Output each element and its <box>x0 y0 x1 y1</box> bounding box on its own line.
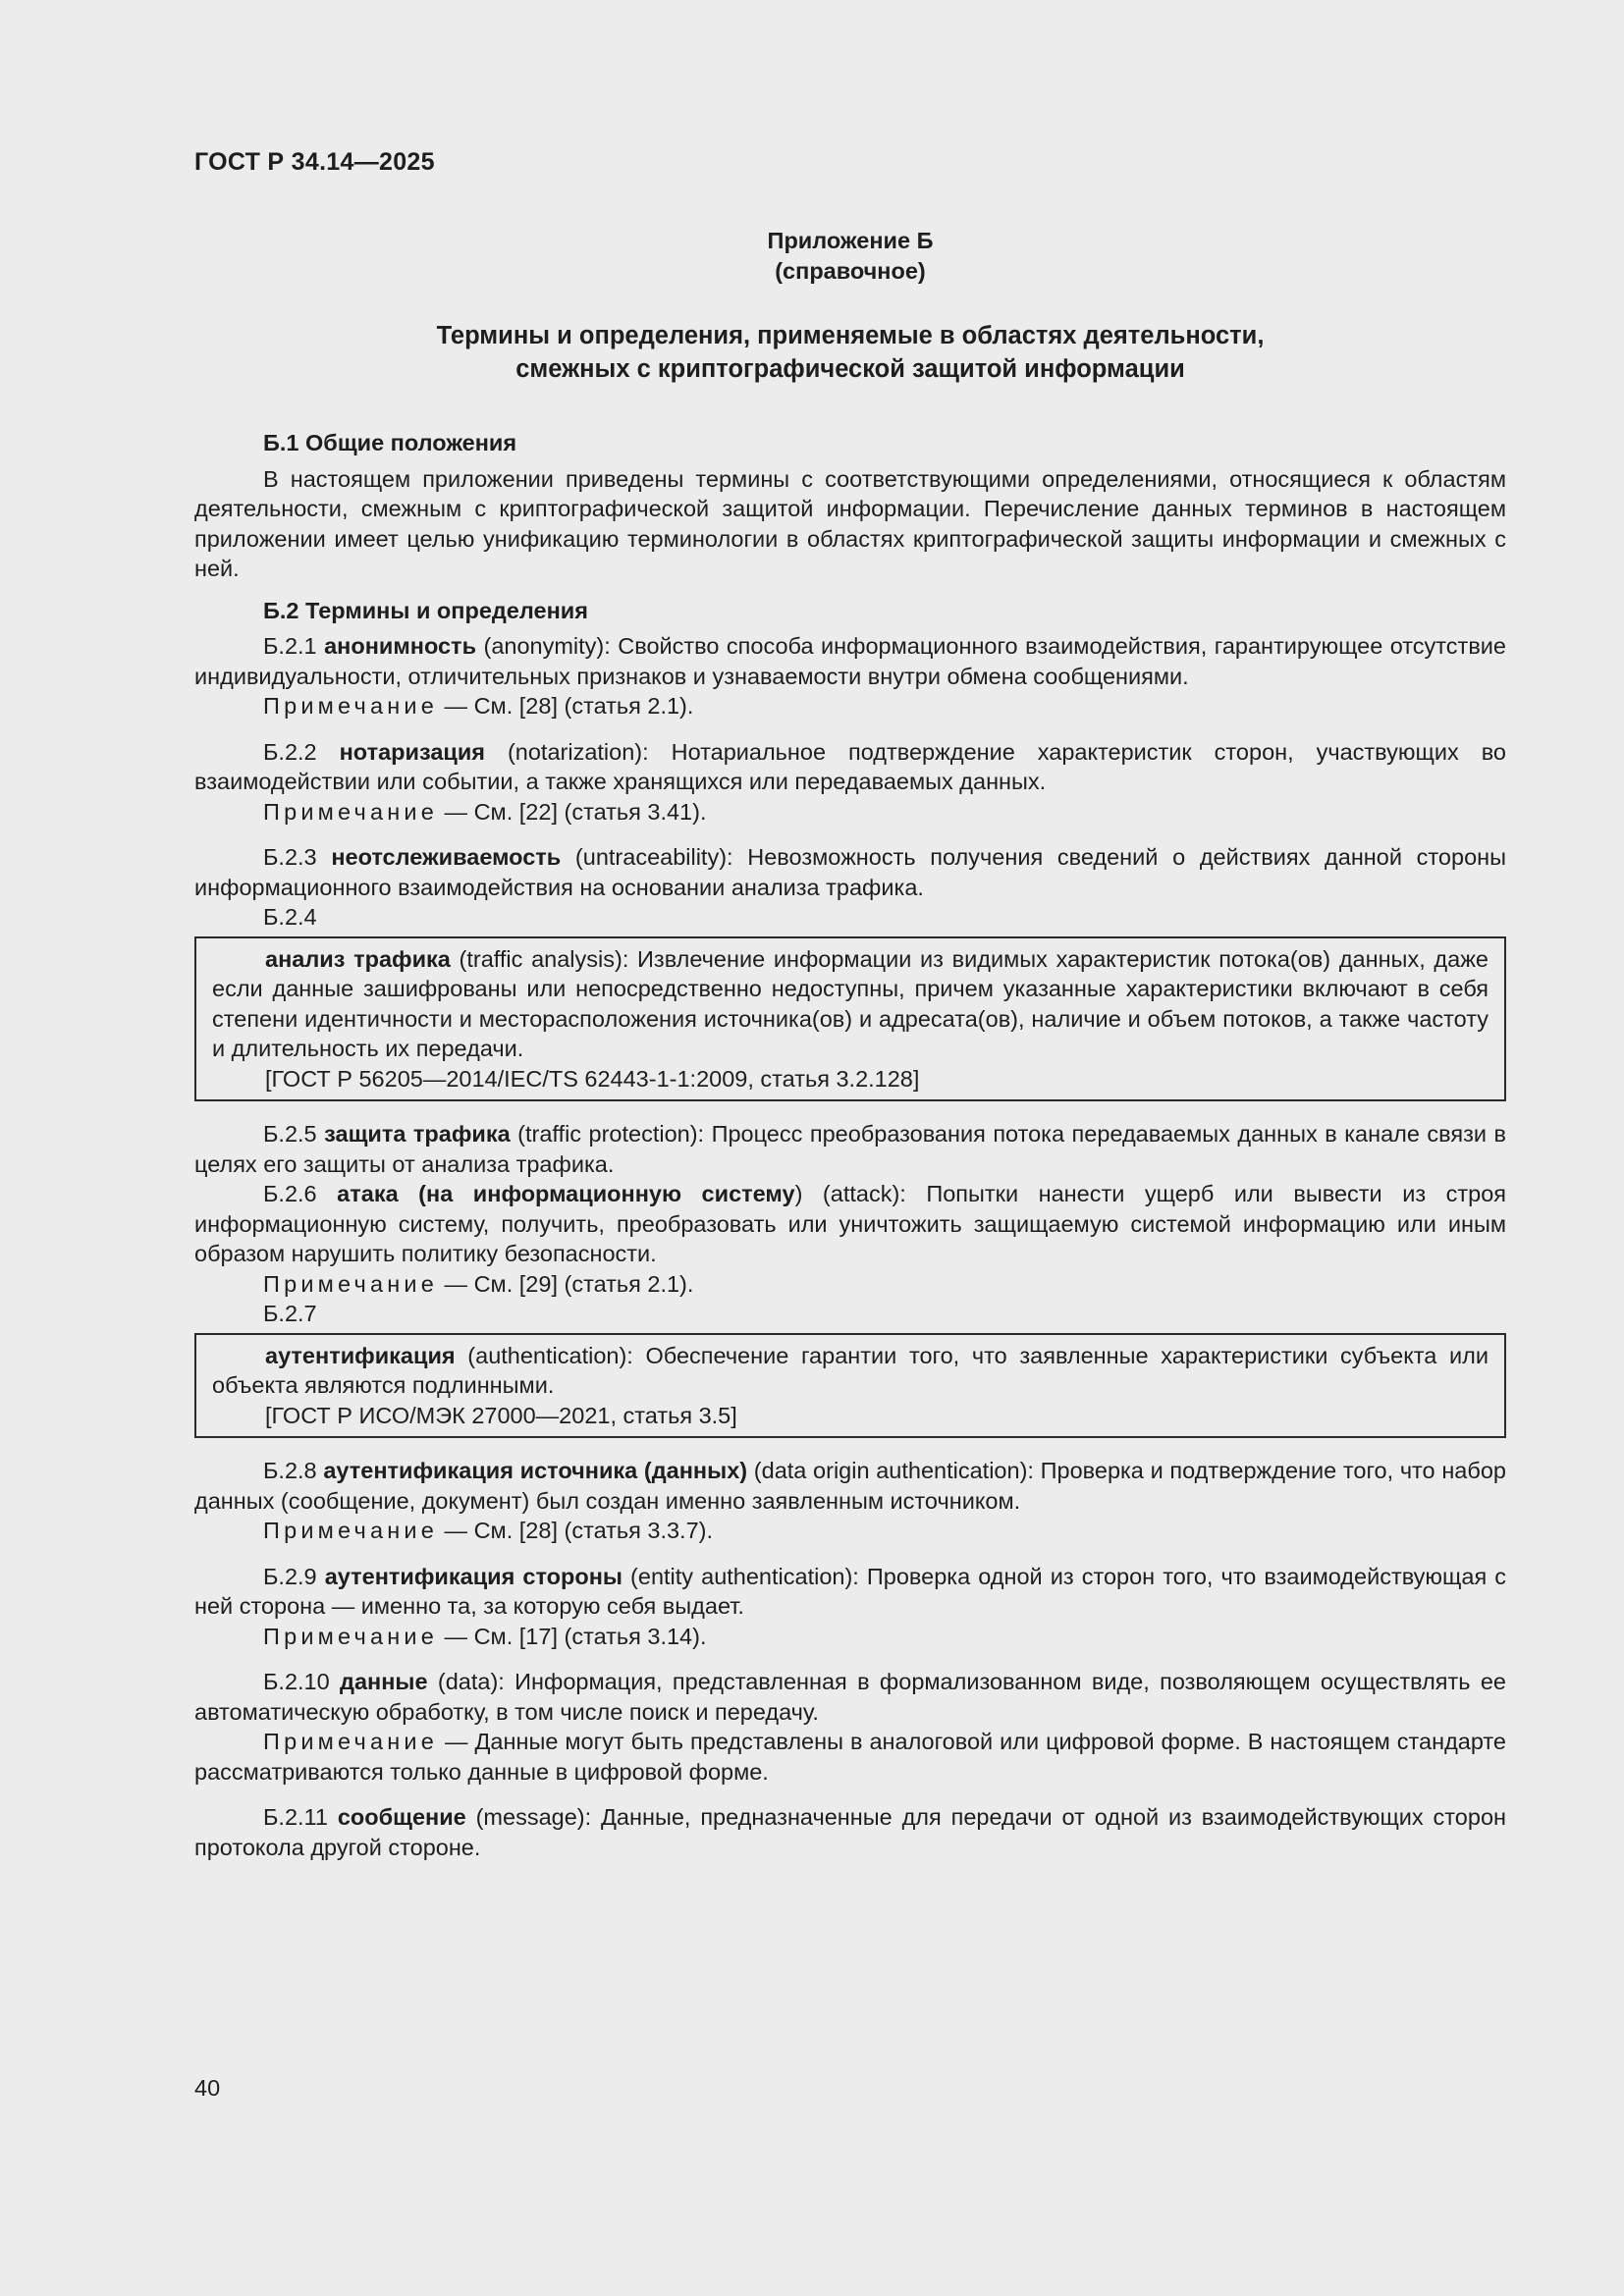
term-definition: (data origin authentication): Проверка и подтверждение того, что набор данных (сообщение, документ) был создан именно заявленным источником. <box>194 1458 1506 1514</box>
term-number: Б.2.3 <box>263 844 317 870</box>
term-definition: (authentication): Обеспечение гарантии того, что заявленные характеристики субъекта или объекта являются подлинными. <box>212 1342 1489 1398</box>
term-note <box>194 1516 1506 1546</box>
term-definition: (untraceability): Невозможность получения сведений о действиях данной стороны информационного взаимодействия на основании анализа трафика. <box>194 844 1507 900</box>
term-definition: (traffic analysis): Извлечение информации из видимых характеристик потока(ов) данных, даже если данные зашифрованы или непосредственно недоступны, причем указанные характеристики включают в себя степени идентичности и месторасположения источника(ов) и адресата(ов), наличие и объем потоков, а также частоту и длительность их передачи. <box>212 945 1489 1061</box>
term-name: неотслеживаемость <box>331 844 562 870</box>
term-name: атака (на информационную систему <box>337 1181 795 1206</box>
term-entry <box>212 1341 1489 1401</box>
term-note <box>194 691 1506 721</box>
note-label: Примечание <box>263 693 439 719</box>
term-number: Б.2.6 <box>263 1181 317 1206</box>
term-name: защита трафика <box>324 1121 511 1147</box>
term-entry <box>194 1456 1506 1516</box>
term-entry <box>194 1667 1506 1727</box>
term-definition: (entity authentication): Проверка одной из сторон того, что взаимодействующая с ней сторона — именно та, за которую себя выдает. <box>194 1563 1507 1619</box>
term-definition: (message): Данные, предназначенные для передачи от одной из взаимодействующих сторон протокола другой стороне. <box>194 1804 1506 1860</box>
term-name: данные <box>340 1669 428 1694</box>
note-text: — См. [29] (статья 2.1). <box>438 1270 694 1297</box>
term-number: Б.2.11 <box>263 1804 328 1830</box>
term-entry <box>194 737 1506 797</box>
note-text: — Данные могут быть представлены в аналоговой или цифровой форме. В настоящем стандарте рассматриваются только данные в цифровой форме. <box>194 1729 1506 1785</box>
term-entry <box>194 1562 1506 1622</box>
note-text: — См. [22] (статья 3.41). <box>438 798 707 825</box>
term-note <box>194 797 1506 828</box>
note-label: Примечание <box>263 1729 439 1754</box>
section-heading-b2: Б.2 Термины и определения <box>263 597 588 623</box>
appendix-heading <box>194 226 1506 287</box>
term-name: сообщение <box>337 1804 466 1830</box>
term-entry <box>194 1179 1506 1269</box>
term-definition: (anonymity): Свойство способа информационного взаимодействия, гарантирующее отсутствие индивидуальности, отличительных признаков и узнаваемости внутри обмена сообщениями. <box>194 633 1506 689</box>
term-source-reference: [ГОСТ Р ИСО/МЭК 27000—2021, статья 3.5] <box>265 1402 737 1428</box>
note-label: Примечание <box>263 1270 439 1297</box>
term-definition: (notarization): Нотариальное подтверждение характеристик сторон, участвующих во взаимодействии или событии, а также хранящихся или передаваемых данных. <box>194 738 1507 794</box>
term-number: Б.2.8 <box>263 1458 317 1483</box>
term-name: нотаризация <box>339 738 485 765</box>
note-label: Примечание <box>263 1623 439 1649</box>
term-definition: (data): Информация, представленная в формализованном виде, позволяющем осуществлять ее автоматическую обработку, в том числе поиск и передачу. <box>194 1669 1506 1725</box>
term-name: анализ трафика <box>265 945 451 972</box>
appendix-title-line-2: смежных с криптографической защитой информации <box>515 355 1185 383</box>
appendix-title <box>194 319 1506 386</box>
section-b1-paragraph: В настоящем приложении приведены термины с соответствующими определениями, относящиеся к областям деятельности, смежным с криптографической защитой информации. Перечисление данных терминов в настоящем приложении имеет целью унификацию терминологии в областях криптографической защиты информации и смежных с ней. <box>194 465 1506 581</box>
term-number: Б.2.7 <box>263 1301 317 1326</box>
term-definition: ) (attack): Попытки нанести ущерб или вывести из строя информационную систему, получить, преобразовать или уничтожить защищаемую системой информацию или иным образом нарушить политику безопасности. <box>194 1181 1507 1266</box>
note-label: Примечание <box>263 1518 439 1543</box>
term-name: аутентификация <box>265 1342 456 1368</box>
document-body <box>194 428 1506 1862</box>
standard-code: ГОСТ Р 34.14—2025 <box>194 148 435 176</box>
note-text: — См. [28] (статья 2.1). <box>438 693 694 719</box>
note-text: — См. [17] (статья 3.14). <box>438 1623 707 1649</box>
term-entry <box>194 842 1506 902</box>
appendix-label: Приложение Б <box>767 228 934 253</box>
note-text: — См. [28] (статья 3.3.7). <box>438 1518 714 1543</box>
appendix-kind: (справочное) <box>775 258 926 284</box>
term-entry <box>194 631 1506 691</box>
term-entry <box>212 944 1489 1064</box>
term-definition: (traffic protection): Процесс преобразования потока передаваемых данных в канале связи в целях его защиты от анализа трафика. <box>194 1121 1506 1177</box>
term-note <box>194 1622 1506 1652</box>
term-number: Б.2.9 <box>263 1563 317 1589</box>
note-label: Примечание <box>263 798 439 825</box>
term-name: анонимность <box>324 633 477 659</box>
appendix-title-line-1: Термины и определения, применяемые в областях деятельности, <box>436 322 1265 349</box>
term-frame <box>194 936 1506 1102</box>
term-entry <box>194 1119 1506 1179</box>
page-number: 40 <box>194 2075 221 2101</box>
term-name: аутентификация стороны <box>324 1563 623 1589</box>
term-number: Б.2.5 <box>263 1121 317 1147</box>
term-number: Б.2.10 <box>263 1669 330 1694</box>
term-number: Б.2.1 <box>263 633 317 659</box>
term-number: Б.2.2 <box>263 738 317 765</box>
section-heading-b1: Б.1 Общие положения <box>263 430 517 455</box>
term-note <box>194 1727 1506 1787</box>
term-source-reference: [ГОСТ Р 56205—2014/IEC/TS 62443-1-1:2009, статья 3.2.128] <box>265 1065 920 1092</box>
term-entry <box>194 1802 1506 1862</box>
term-name: аутентификация источника (данных) <box>323 1458 748 1483</box>
term-frame <box>194 1333 1506 1439</box>
term-note <box>194 1269 1506 1300</box>
term-number: Б.2.4 <box>263 904 317 930</box>
